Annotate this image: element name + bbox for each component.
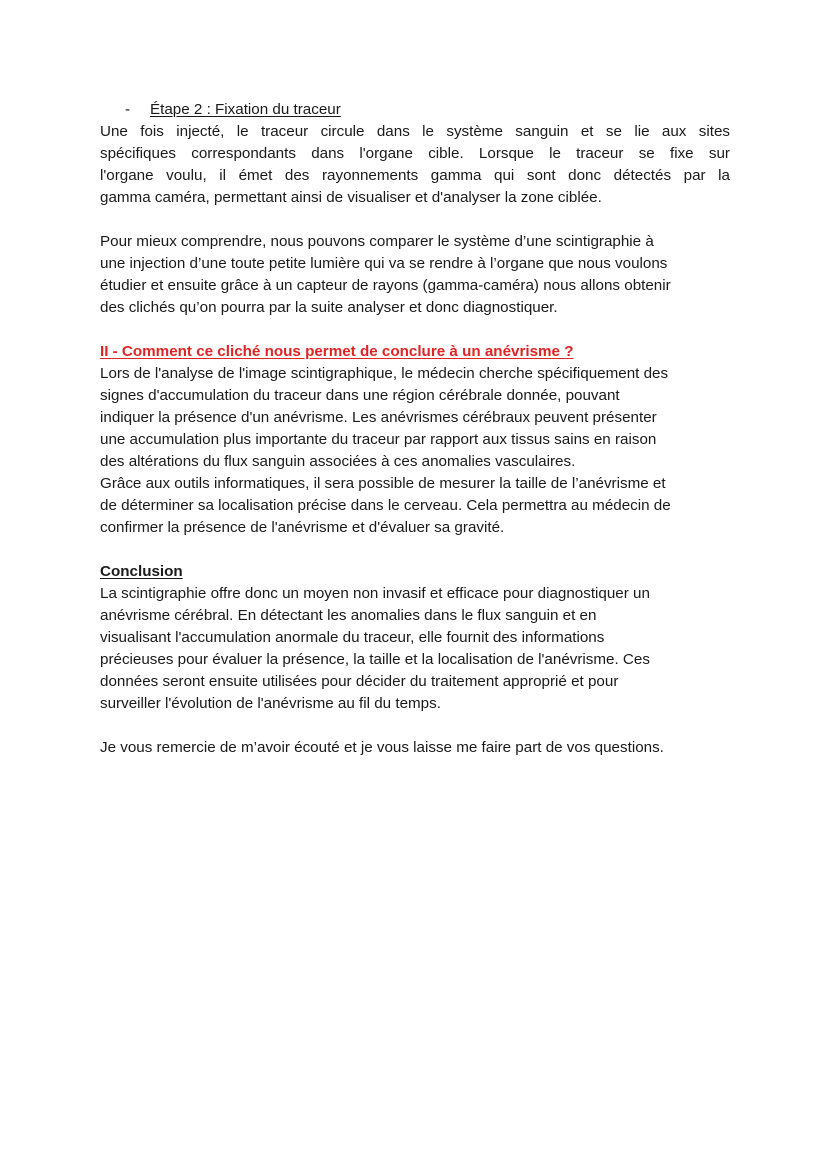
paragraph-line: visualisant l'accumulation anormale du traceur, elle fournit des informations [100, 629, 605, 646]
paragraph-line: La scintigraphie offre donc un moyen non invasif et efficace pour diagnostiquer un [100, 585, 650, 602]
step2-bullet [100, 99, 730, 121]
paragraph-line: une injection d’une toute petite lumière qui va se rendre à l’organe que nous voulons [100, 255, 668, 272]
paragraph-line: Grâce aux outils informatiques, il sera possible de mesurer la taille de l’anévrisme et [100, 475, 666, 492]
paragraph-line: Lors de l'analyse de l'image scintigraphique, le médecin cherche spécifiquement des [100, 365, 669, 382]
paragraph-line: Une fois injecté, le traceur circule dans le système sanguin et se lie aux sites [100, 123, 730, 140]
bullet-dash: - [125, 101, 131, 118]
paragraph-line: de déterminer sa localisation précise dans le cerveau. Cela permettra au médecin de [100, 497, 671, 514]
paragraph-line: spécifiques correspondants dans l'organe cible. Lorsque le traceur se fixe sur [100, 145, 730, 162]
paragraph-line: données seront ensuite utilisées pour décider du traitement approprié et pour [100, 673, 619, 690]
comparison-paragraph [100, 231, 730, 319]
paragraph-line: étudier et ensuite grâce à un capteur de rayons (gamma-caméra) nous allons obtenir [100, 277, 671, 294]
paragraph-line: l'organe voulu, il émet des rayonnements gamma qui sont donc détectés par la [100, 167, 730, 184]
paragraph-line: anévrisme cérébral. En détectant les anomalies dans le flux sanguin et en [100, 607, 597, 624]
step2-title: Étape 2 : Fixation du traceur [150, 101, 341, 118]
paragraph-line: des clichés qu’on pourra par la suite analyser et donc diagnostiquer. [100, 299, 558, 316]
paragraph-line: Pour mieux comprendre, nous pouvons comparer le système d’une scintigraphie à [100, 233, 654, 250]
paragraph-line: une accumulation plus importante du traceur par rapport aux tissus sains en raison [100, 431, 657, 448]
section-heading: II - Comment ce cliché nous permet de conclure à un anévrisme ? [100, 343, 574, 360]
document-page [100, 99, 730, 759]
paragraph-line: confirmer la présence de l'anévrisme et d'évaluer sa gravité. [100, 519, 505, 536]
section2-paragraph [100, 363, 730, 539]
paragraph-line: indiquer la présence d'un anévrisme. Les anévrismes cérébraux peuvent présenter [100, 409, 657, 426]
spacer [100, 539, 730, 561]
step2-paragraph [100, 121, 730, 209]
spacer [100, 715, 730, 737]
closing-line: Je vous remercie de m’avoir écouté et je vous laisse me faire part de vos questions. [100, 739, 664, 756]
conclusion-heading: Conclusion [100, 563, 183, 580]
paragraph-line: des altérations du flux sanguin associées à ces anomalies vasculaires. [100, 453, 576, 470]
paragraph-line: surveiller l'évolution de l'anévrisme au fil du temps. [100, 695, 441, 712]
spacer [100, 209, 730, 231]
spacer [100, 319, 730, 341]
paragraph-line: signes d'accumulation du traceur dans une région cérébrale donnée, pouvant [100, 387, 620, 404]
paragraph-line: précieuses pour évaluer la présence, la taille et la localisation de l'anévrisme. Ces [100, 651, 650, 668]
conclusion-paragraph [100, 583, 730, 715]
paragraph-line: gamma caméra, permettant ainsi de visualiser et d'analyser la zone ciblée. [100, 189, 602, 206]
